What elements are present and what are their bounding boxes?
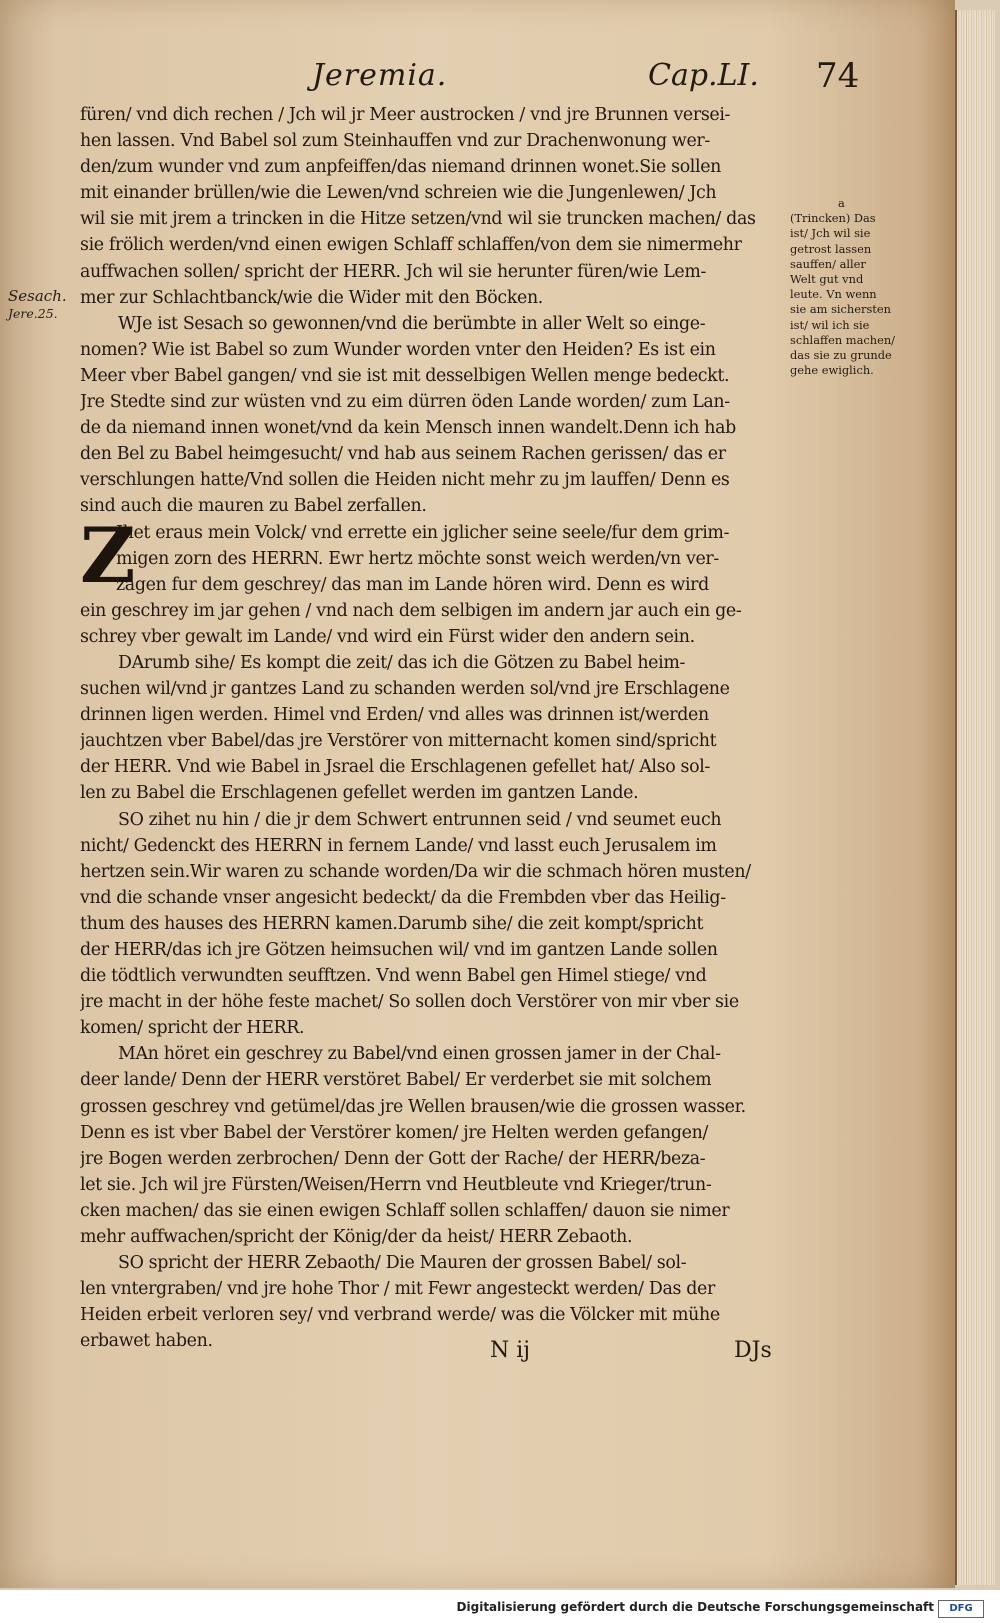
text-line: erbawet haben. [80, 1331, 213, 1352]
margin-note-line: gehe ewiglich. [790, 363, 874, 378]
text-line: thum des hauses des HERRN kamen.Darumb sihe/ die zeit kompt/spricht [80, 913, 704, 934]
text-line: mer zur Schlachtbanck/wie die Wider mit den Böcken. [80, 287, 543, 308]
text-line: SO zihet nu hin / die jr dem Schwert entrunnen seid / vnd seumet euch [118, 809, 722, 830]
text-line: let sie. Jch wil jre Fürsten/Weisen/Herrn vnd Heutbleute vnd Krieger/trun- [80, 1174, 712, 1195]
text-line: cken machen/ das sie einen ewigen Schlaff sollen schlaffen/ dauon sie nimer [80, 1200, 730, 1221]
text-line: DArumb sihe/ Es kompt die zeit/ das ich die Götzen zu Babel heim- [118, 652, 685, 673]
text-line: len vntergraben/ vnd jre hohe Thor / mit Fewr angesteckt werden/ Das der [80, 1279, 715, 1300]
text-line: sind auch die mauren zu Babel zerfallen. [80, 496, 427, 517]
text-line: Jhet eraus mein Volck/ vnd errette ein jglicher seine seele/fur dem grim- [116, 522, 730, 543]
text-line: deer lande/ Denn der HERR verstöret Babel/ Er verderbet sie mit solchem [80, 1070, 712, 1091]
text-line: Jre Stedte sind zur wüsten vnd zu eim dürren öden Lande worden/ zum Lan- [80, 392, 730, 413]
text-line: auffwachen sollen/ spricht der HERR. Jch wil sie herunter füren/wie Lem- [80, 261, 706, 282]
text-line: mehr auffwachen/spricht der König/der da heist/ HERR Zebaoth. [80, 1227, 633, 1248]
dfg-logo: DFG [938, 1600, 984, 1618]
text-line: wil sie mit jrem a trincken in die Hitze setzen/vnd wil sie truncken machen/ das [80, 209, 756, 230]
body-text [80, 102, 792, 1355]
text-line: jre Bogen werden zerbrochen/ Denn der Gott der Rache/ der HERR/beza- [80, 1148, 706, 1169]
margin-note-line: das sie zu grunde [790, 348, 892, 363]
text-line: mit einander brüllen/wie die Lewen/vnd schreien wie die Jungenlewen/ Jch [80, 183, 717, 204]
text-line: drinnen ligen werden. Himel vnd Erden/ vnd alles was drinnen ist/werden [80, 705, 709, 726]
text-line: len zu Babel die Erschlagenen gefellet werden im gantzen Lande. [80, 783, 639, 804]
margin-note-line: ist/ wil ich sie [790, 317, 870, 332]
text-line: hertzen sein.Wir waren zu schande worden/Da wir die schmach hören musten/ [80, 861, 751, 882]
text-line: de da niemand innen wonet/vnd da kein Mensch innen wandelt.Denn ich hab [80, 418, 736, 439]
page-footer [0, 1338, 955, 1368]
text-line: zagen fur dem geschrey/ das man im Lande hören wird. Denn es wird [116, 574, 709, 595]
text-line: MAn höret ein geschrey zu Babel/vnd einen grossen jamer in der Chal- [118, 1044, 721, 1065]
page-number: 74 [816, 56, 860, 96]
text-line: vnd die schande vnser angesicht bedeckt/ da die Frembden vber das Heilig- [80, 887, 726, 908]
text-line: komen/ spricht der HERR. [80, 1018, 305, 1039]
text-line: migen zorn des HERRN. Ewr hertz möchte sonst weich werden/vn ver- [116, 548, 719, 569]
text-line: sie frölich werden/vnd einen ewigen Schlaff schlaffen/von dem sie nimermehr [80, 235, 742, 256]
margin-note-line: ist/ Jch wil sie [790, 226, 871, 241]
running-header [0, 58, 955, 100]
chapter-label: Cap.LI. [648, 58, 759, 93]
margin-note-line: getrost lassen [790, 241, 872, 256]
text-line: der HERR. Vnd wie Babel in Jsrael die Erschlagenen gefellet hat/ Also sol- [80, 757, 710, 778]
margin-note-line: schlaffen machen/ [790, 332, 896, 347]
text-line: den Bel zu Babel heimgesucht/ vnd hab aus seinem Rachen gerissen/ das er [80, 444, 726, 465]
text-line: SO spricht der HERR Zebaoth/ Die Mauren der grossen Babel/ sol- [118, 1253, 687, 1274]
text-line: grossen geschrey vnd getümel/das jre Wellen brausen/wie die grossen wasser. [80, 1096, 746, 1117]
margin-note-line: leute. Vn wenn [790, 287, 877, 302]
text-line: suchen wil/vnd jr gantzes Land zu schanden werden sol/vnd jre Erschlagene [80, 679, 730, 700]
text-line: füren/ vnd dich rechen / Jch wil jr Meer austrocken / vnd jre Brunnen versei- [80, 105, 731, 125]
running-title: Jeremia. [312, 58, 448, 93]
margin-note-right [790, 196, 908, 378]
text-line: ein geschrey im jar gehen / vnd nach dem selbigen im andern jar auch ein ge- [80, 600, 742, 621]
text-line: jre macht in der höhe feste machet/ So sollen doch Verstörer von mir vber sie [80, 992, 739, 1013]
margin-note-line: sauffen/ aller [790, 256, 866, 271]
text-line: Heiden erbeit verloren sey/ vnd verbrand werde/ was die Völcker mit mühe [80, 1305, 720, 1326]
text-line: verschlungen hatte/Vnd sollen die Heiden nicht mehr zu jm lauffen/ Denn es [80, 470, 730, 491]
margin-note-line: a [838, 196, 845, 210]
margin-note-left-name: Sesach. [8, 287, 67, 305]
margin-note-line: sie am sichersten [790, 302, 891, 317]
margin-note-left [8, 288, 72, 322]
text-line: nicht/ Gedenckt des HERRN in fernem Lande/ vnd lasst euch Jerusalem im [80, 835, 717, 856]
text-line: den/zum wunder vnd zum anpfeiffen/das niemand drinnen wonet.Sie sollen [80, 157, 722, 178]
text-line: Denn es ist vber Babel der Verstörer komen/ jre Helten werden gefangen/ [80, 1122, 708, 1143]
text-line: die tödtlich verwundten seufftzen. Vnd wenn Babel gen Himel stiege/ vnd [80, 966, 707, 987]
text-line: jauchtzen vber Babel/das jre Verstörer von mitternacht komen sind/spricht [80, 731, 717, 752]
text-line: schrey vber gewalt im Lande/ vnd wird ein Fürst wider den andern sein. [80, 626, 695, 647]
margin-note-line: Welt gut vnd [790, 272, 864, 287]
credit-text: Digitalisierung gefördert durch die Deutsche Forschungsgemeinschaft [456, 1600, 934, 1614]
page-edge-stack [955, 10, 995, 1585]
text-line: hen lassen. Vnd Babel sol zum Steinhauffen vnd zur Drachenwonung wer- [80, 131, 710, 152]
margin-note-line: (Trincken) Das [790, 211, 876, 226]
text-line: WJe ist Sesach so gewonnen/vnd die berümbte in aller Welt so einge- [118, 313, 706, 334]
signature-mark: N ij [490, 1338, 531, 1363]
drop-cap-ornament: Z [80, 511, 136, 600]
catchword: DJs [734, 1338, 772, 1363]
margin-note-left-ref: Jere.25. [8, 306, 58, 321]
text-line: der HERR/das ich jre Götzen heimsuchen wil/ vnd im gantzen Lande sollen [80, 940, 718, 960]
text-line: Meer vber Babel gangen/ vnd sie ist mit desselbigen Wellen menge bedeckt. [80, 365, 730, 386]
digitization-credit-bar [0, 1596, 1000, 1623]
text-line: nomen? Wie ist Babel so zum Wunder worden vnter den Heiden? Es ist ein [80, 339, 716, 360]
